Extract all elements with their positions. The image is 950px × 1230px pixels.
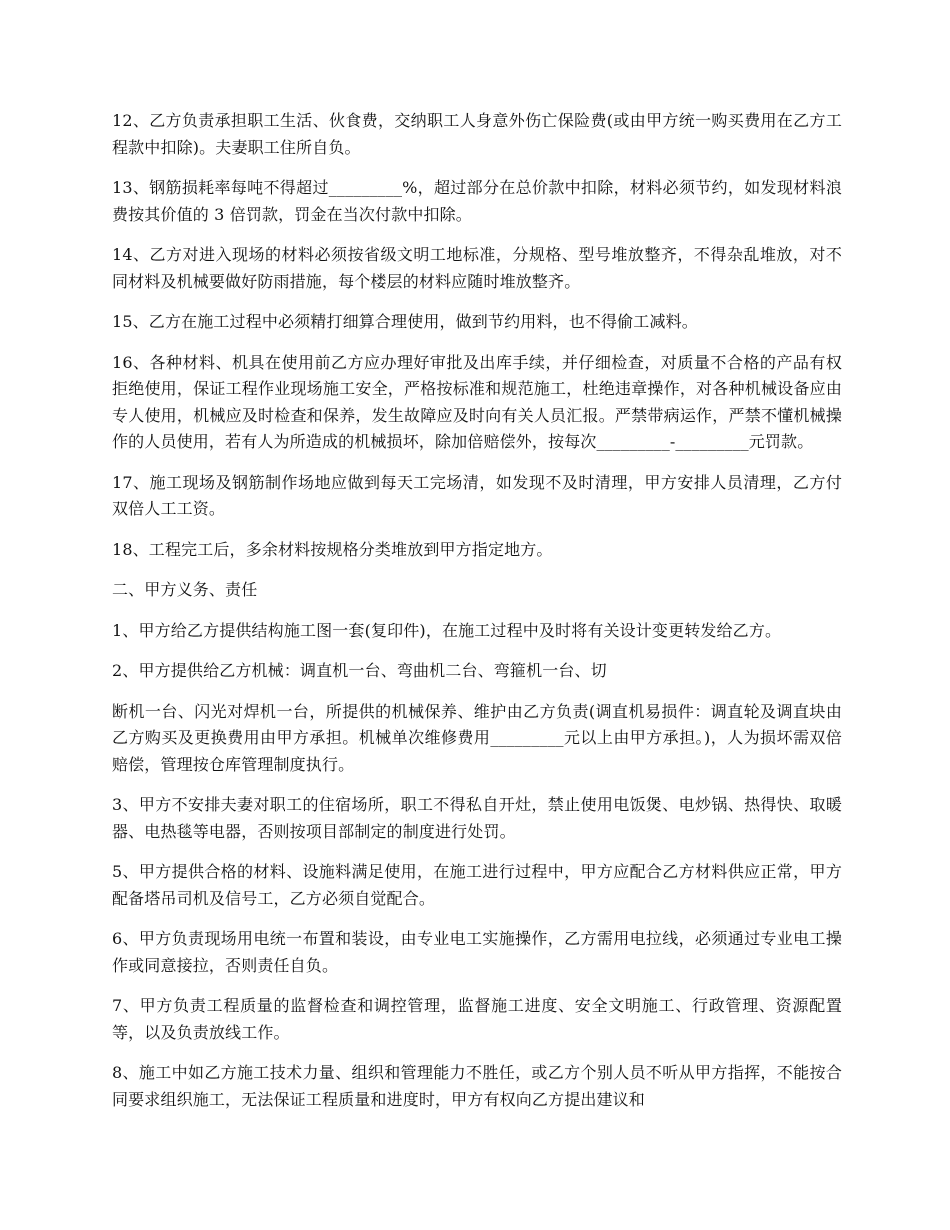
party-a-clause-2-continued: 断机一台、闪光对焊机一台，所提供的机械保养、维护由乙方负责(调直机易损件：调直轮及调直块由乙方购买及更换费用由甲方承担。机械单次维修费用_________元以上由甲方承担。)，人为损坏需双倍赔偿，管理按仓库管理制度执行。 xyxy=(112,701,842,774)
party-a-clause-5: 5、甲方提供合格的材料、设施料满足使用，在施工进行过程中，甲方应配合乙方材料供应正常，甲方配备塔吊司机及信号工，乙方必须自觉配合。 xyxy=(112,862,842,908)
clause-14: 14、乙方对进入现场的材料必须按省级文明工地标准，分规格、型号堆放整齐，不得杂乱堆放，对不同材料及机械要做好防雨措施，每个楼层的材料应随时堆放整齐。 xyxy=(112,245,842,291)
party-a-clause-7: 7、甲方负责工程质量的监督检查和调控管理，监督施工进度、安全文明施工、行政管理、资源配置等，以及负责放线工作。 xyxy=(112,996,842,1042)
clause-18: 18、工程完工后，多余材料按规格分类堆放到甲方指定地方。 xyxy=(112,539,553,559)
section-heading-party-a: 二、甲方义务、责任 xyxy=(112,580,258,599)
clause-16: 16、各种材料、机具在使用前乙方应办理好审批及出库手续，并仔细检查，对质量不合格的产品有权拒绝使用，保证工程作业现场施工安全，严格按标准和规范施工，杜绝违章操作，对各种机械设备应由专人使用，机械应及时检查和保养，发生故障应及时向有关人员汇报。严禁带病运作，严禁不懂机械操作的人员使用，若有人为所造成的机械损坏，除加倍赔偿外，按每次_________-_________元罚款。 xyxy=(112,352,842,451)
document-page xyxy=(112,108,842,1127)
clause-12: 12、乙方负责承担职工生活、伙食费，交纳职工人身意外伤亡保险费(或由甲方统一购买费用在乙方工程款中扣除)。夫妻职工住所自负。 xyxy=(112,111,842,157)
clause-13: 13、钢筋损耗率每吨不得超过_________%，超过部分在总价款中扣除，材料必须节约，如发现材料浪费按其价值的 3 倍罚款，罚金在当次付款中扣除。 xyxy=(112,178,842,224)
party-a-clause-3: 3、甲方不安排夫妻对职工的住宿场所，职工不得私自开灶，禁止使用电饭煲、电炒锅、热得快、取暖器、电热毯等电器，否则按项目部制定的制度进行处罚。 xyxy=(112,795,842,841)
clause-17: 17、施工现场及钢筋制作场地应做到每天工完场清，如发现不及时清理，甲方安排人员清理，乙方付双倍人工工资。 xyxy=(112,472,842,518)
clause-15: 15、乙方在施工过程中必须精打细算合理使用，做到节约用料，也不得偷工减料。 xyxy=(112,312,698,331)
party-a-clause-8: 8、施工中如乙方施工技术力量、组织和管理能力不胜任，或乙方个别人员不听从甲方指挥，不能按合同要求组织施工，无法保证工程质量和进度时，甲方有权向乙方提出建议和 xyxy=(112,1063,842,1109)
party-a-clause-1: 1、甲方给乙方提供结构施工图一套(复印件)，在施工过程中及时将有关设计变更转发给乙方。 xyxy=(112,620,782,640)
party-a-clause-2: 2、甲方提供给乙方机械：调直机一台、弯曲机二台、弯箍机一台、切 xyxy=(112,661,607,680)
party-a-clause-6: 6、甲方负责现场用电统一布置和装设，由专业电工实施操作，乙方需用电拉线，必须通过专业电工操作或同意接拉，否则责任自负。 xyxy=(112,929,842,975)
